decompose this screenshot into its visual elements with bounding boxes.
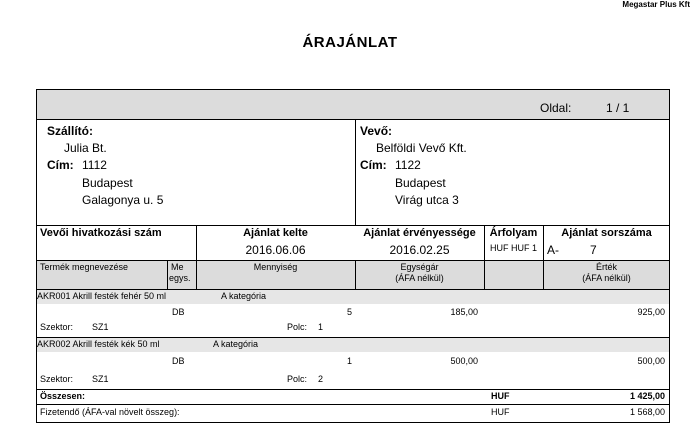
item-1-shelf-label: Polc: [287, 322, 308, 332]
supplier-name: Julia Bt. [64, 141, 107, 155]
item-2-quantity: 1 [347, 356, 353, 366]
item-1-unit: DB [172, 307, 185, 317]
quote-serial-number: 7 [590, 243, 597, 257]
company-name: Megastar Plus Kft [622, 0, 690, 9]
item-1-category: A kategória [221, 291, 267, 301]
quote-validity-value: 2016.02.25 [389, 243, 450, 257]
quote-date-label: Ajánlat kelte [243, 227, 308, 239]
page-number: 1 / 1 [606, 101, 630, 115]
col-product-name: Termék megnevezése [40, 262, 129, 272]
item-2-sector: SZ1 [92, 374, 109, 384]
col-value-line1: Érték [595, 262, 617, 272]
customer-label: Vevő: [360, 124, 393, 138]
customer-address-label: Cím: [360, 158, 387, 172]
item-2-unit-price: 500,00 [450, 356, 478, 366]
customer-zip: 1122 [395, 158, 421, 172]
payable-value: 1 568,00 [629, 407, 665, 417]
supplier-street: Galagonya u. 5 [82, 193, 164, 207]
item-2-category: A kategória [213, 339, 259, 349]
item-1-shelf: 1 [318, 322, 324, 332]
item-2-shelf-label: Polc: [287, 374, 308, 384]
customer-reference-label: Vevői hivatkozási szám [40, 227, 162, 239]
item-1-quantity: 5 [347, 307, 353, 317]
supplier-zip: 1112 [82, 158, 107, 172]
col-unit-line2: egys. [169, 273, 191, 283]
page-header-band [37, 90, 669, 119]
quote-serial-prefix: A- [547, 243, 559, 257]
item-2-sector-label: Szektor: [40, 374, 74, 384]
total-currency: HUF [491, 391, 510, 401]
item-1-sector-label: Szektor: [40, 322, 74, 332]
item-1-value: 925,00 [637, 307, 665, 317]
payable-currency: HUF [491, 407, 510, 417]
col-value-line2: (ÁFA nélkül) [582, 273, 631, 283]
exchange-rate-value: HUF HUF 1 [490, 243, 537, 253]
item-1-code-name: AKR001 Akrill festék fehér 50 ml [37, 291, 167, 301]
supplier-city: Budapest [82, 176, 133, 190]
col-unit-price-line2: (ÁFA nélkül) [395, 273, 444, 283]
total-label: Összesen: [40, 391, 86, 401]
item-2-unit: DB [172, 356, 185, 366]
item-1-sector: SZ1 [92, 322, 109, 332]
customer-city: Budapest [395, 176, 446, 190]
supplier-label: Szállító: [47, 124, 94, 138]
quote-serial-label: Ajánlat sorszáma [561, 227, 652, 239]
col-quantity: Mennyiség [253, 262, 298, 272]
col-unit-line1: Me [171, 262, 184, 272]
quote-date-value: 2016.06.06 [245, 243, 306, 257]
quote-validity-label: Ajánlat érvényessége [363, 227, 476, 239]
exchange-rate-label: Árfolyam [489, 227, 538, 239]
total-value: 1 425,00 [629, 391, 665, 401]
col-unit-price-line1: Egységár [400, 262, 439, 272]
item-2-value: 500,00 [637, 356, 665, 366]
page-label: Oldal: [540, 101, 572, 115]
supplier-address-label: Cím: [47, 158, 74, 172]
item-1-unit-price: 185,00 [450, 307, 478, 317]
item-2-code-name: AKR002 Akrill festék kék 50 ml [37, 339, 160, 349]
document-title: ÁRAJÁNLAT [302, 34, 398, 51]
customer-name: Belföldi Vevő Kft. [376, 141, 467, 155]
customer-street: Virág utca 3 [395, 193, 459, 207]
item-2-shelf: 2 [318, 374, 324, 384]
payable-label: Fizetendő (ÁFA-val növelt összeg): [40, 407, 180, 417]
